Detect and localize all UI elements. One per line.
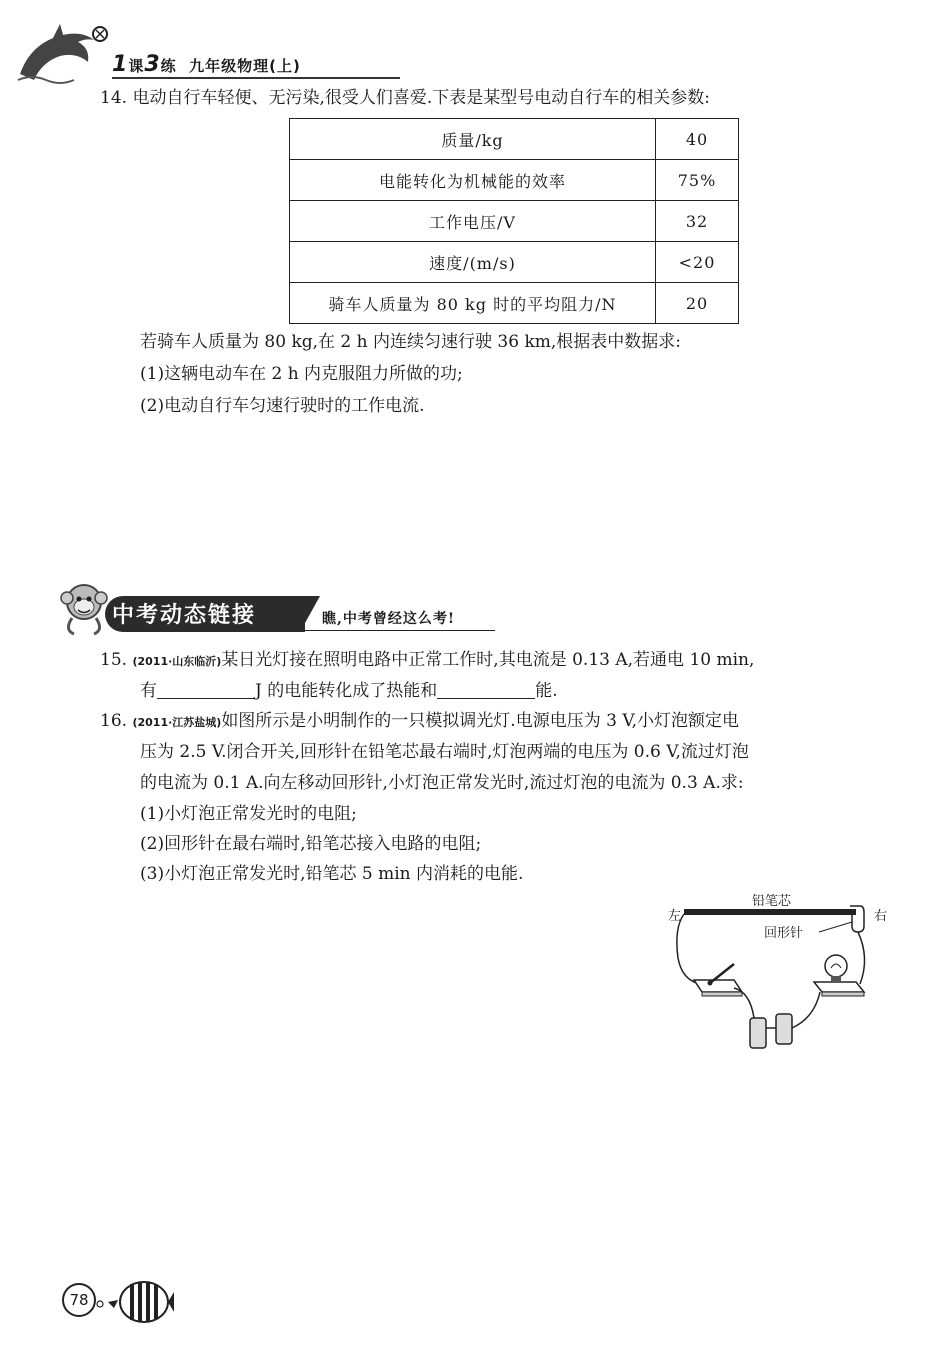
q14-line-3: (2)电动自行车匀速行驶时的工作电流. <box>140 396 425 416</box>
pencil-lead-label: 铅笔芯 <box>752 894 792 909</box>
pencil-lead <box>684 909 856 915</box>
circuit-diagram <box>664 888 894 1058</box>
params-table <box>289 118 739 324</box>
table-row <box>290 160 739 201</box>
left-label: 左 <box>668 909 682 924</box>
param-label: 骑车人质量为 80 kg 时的平均阻力/N <box>290 283 656 324</box>
light-bulb-icon <box>825 955 847 977</box>
wire <box>677 914 700 984</box>
table-row <box>290 242 739 283</box>
q15-text: 某日光灯接在照明电路中正常工作时,其电流是 0.13 A,若通电 10 min, <box>221 650 755 670</box>
banner-arrow <box>300 596 320 632</box>
q14-line-1: 若骑车人质量为 80 kg,在 2 h 内连续匀速行驶 36 km,根据表中数据求: <box>140 332 681 352</box>
param-value: 75% <box>656 160 739 201</box>
q15-source: (2011·山东临沂) <box>132 655 222 668</box>
q16-source: (2011·江苏盐城) <box>132 716 222 729</box>
paper-clip-label: 回形针 <box>764 926 804 941</box>
battery-icon <box>750 1018 766 1048</box>
right-label: 右 <box>874 909 888 924</box>
param-label: 工作电压/V <box>290 201 656 242</box>
header-title: 1课3练 九年级物理(上) <box>112 52 301 77</box>
answer-blank[interactable] <box>157 680 255 699</box>
lamp-base <box>814 982 864 992</box>
param-value: 20 <box>656 283 739 324</box>
q15-line-1 <box>100 645 754 677</box>
wire <box>858 932 865 984</box>
section-banner-title: 中考动态链接 <box>112 603 257 628</box>
q15-text: 能. <box>535 681 558 701</box>
table-row <box>290 201 739 242</box>
battery-icon <box>776 1014 792 1044</box>
monkey-icon <box>54 578 112 636</box>
param-value: 40 <box>656 119 739 160</box>
header-rule <box>112 77 400 79</box>
q16-line-1 <box>100 706 739 738</box>
q15-line-2 <box>140 676 558 706</box>
page-number: 78 <box>62 1283 96 1317</box>
table-row <box>290 119 739 160</box>
q16-line-4: (1)小灯泡正常发光时的电阻; <box>140 804 357 824</box>
fish-icon <box>94 1276 174 1326</box>
q14-line-2: (1)这辆电动车在 2 h 内克服阻力所做的功; <box>140 364 463 384</box>
q15-text: J 的电能转化成了热能和 <box>255 681 438 701</box>
banner-underline <box>305 630 495 631</box>
q14-intro: 14. 电动自行车轻便、无污染,很受人们喜爱.下表是某型号电动自行车的相关参数: <box>100 88 710 108</box>
param-value: <20 <box>656 242 739 283</box>
q15-number: 15. <box>100 650 128 670</box>
q15-text: 有 <box>140 681 157 701</box>
table-row <box>290 283 739 324</box>
switch-base <box>694 980 742 992</box>
dolphin-icon <box>12 22 112 86</box>
answer-blank[interactable] <box>437 680 535 699</box>
param-label: 电能转化为机械能的效率 <box>290 160 656 201</box>
param-label: 速度/(m/s) <box>290 242 656 283</box>
q16-line-5: (2)回形针在最右端时,铅笔芯接入电路的电阻; <box>140 834 482 854</box>
param-label: 质量/kg <box>290 119 656 160</box>
param-value: 32 <box>656 201 739 242</box>
section-banner-subtitle: 瞧,中考曾经这么考! <box>322 611 456 627</box>
clip-leader-line <box>819 922 852 932</box>
q16-line-3: 的电流为 0.1 A.向左移动回形针,小灯泡正常发光时,流过灯泡的电流为 0.3 A.求: <box>140 773 744 793</box>
q16-line-2: 压为 2.5 V.闭合开关,回形针在铅笔芯最右端时,灯泡两端的电压为 0.6 V,流过灯泡 <box>140 742 749 762</box>
wire <box>792 992 820 1028</box>
q16-text: 如图所示是小明制作的一只模拟调光灯.电源电压为 3 V,小灯泡额定电 <box>221 711 740 731</box>
q16-line-6: (3)小灯泡正常发光时,铅笔芯 5 min 内消耗的电能. <box>140 864 524 884</box>
q16-number: 16. <box>100 711 128 731</box>
